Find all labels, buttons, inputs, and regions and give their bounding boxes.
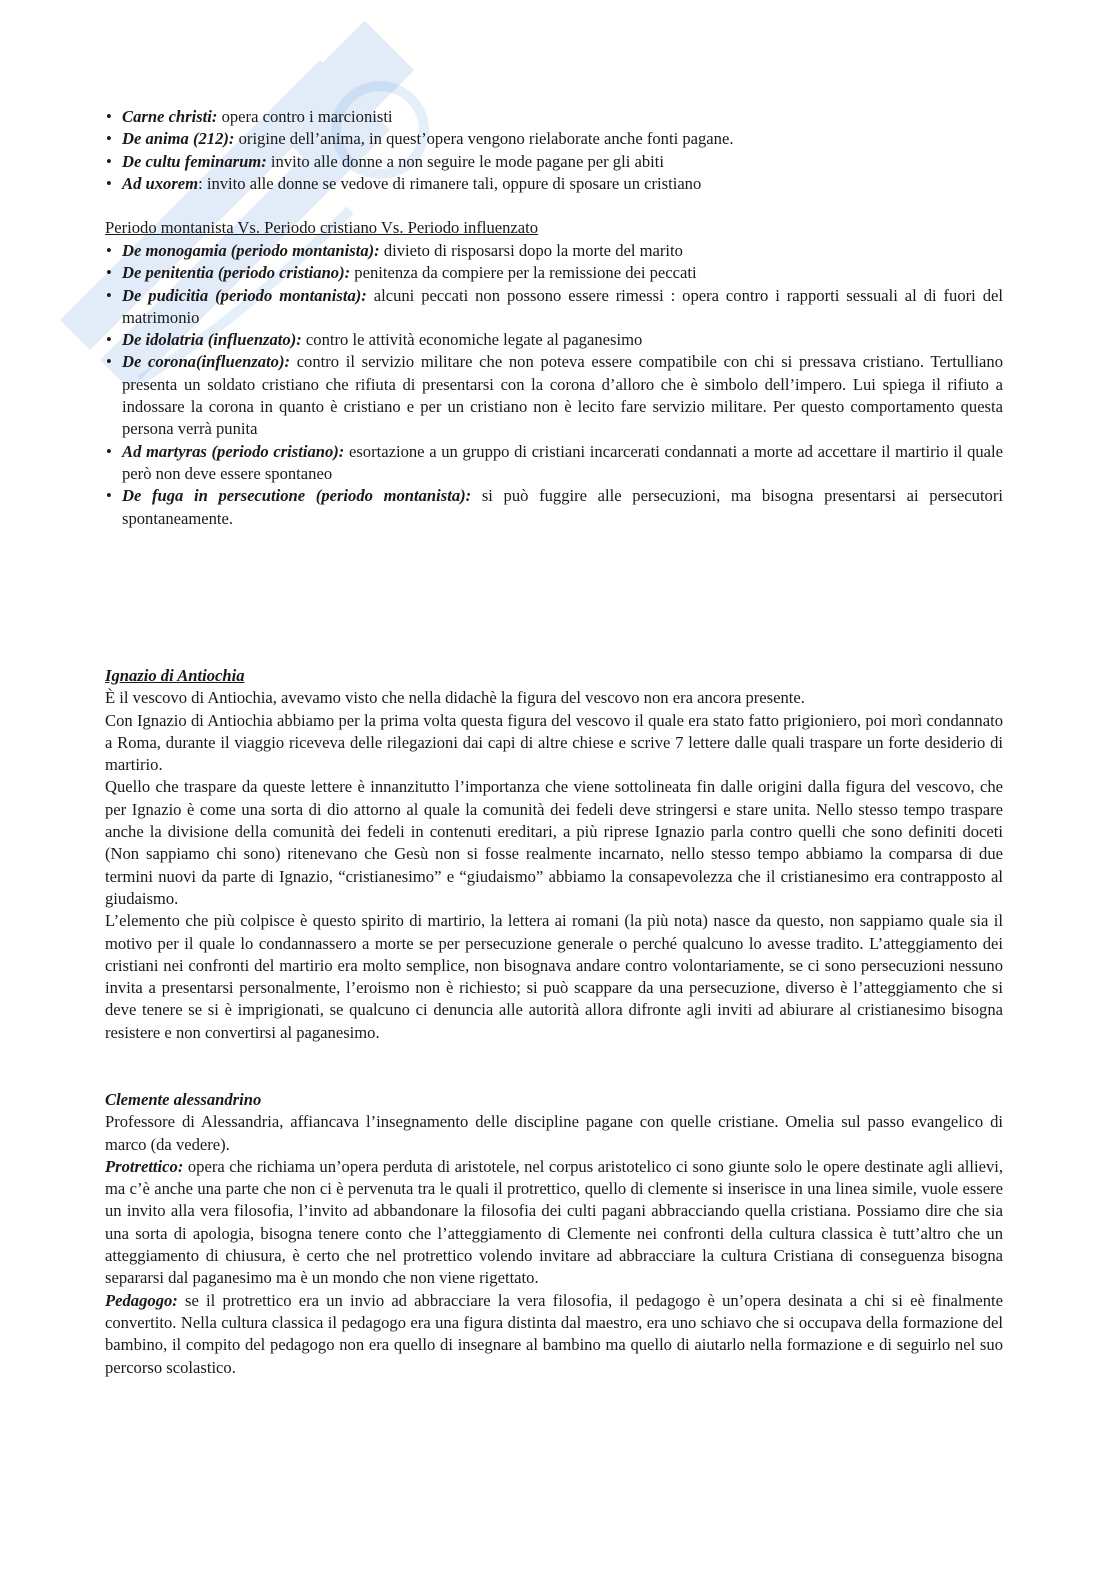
work-title: De anima (212):	[122, 129, 235, 149]
bullet-icon: •	[106, 151, 112, 171]
paragraph-protrettico	[105, 1156, 1003, 1290]
work-description: esortazione a un gruppo di cristiani incarcerati condannati a morte ad accettare il martirio il quale però non deve essere spontaneo	[122, 441, 1004, 483]
bullet-icon: •	[106, 263, 112, 283]
work-description: contro le attività economiche legate al paganesimo	[301, 330, 643, 350]
work-description: : invito alle donne se vedove di rimanere tali, oppure di sposare un cristiano	[198, 173, 702, 193]
list-item	[105, 262, 1003, 284]
work-title: De monogamia (periodo montanista):	[122, 241, 380, 260]
bullet-icon: •	[106, 352, 112, 372]
paragraph-lead: Protrettico:	[105, 1156, 184, 1176]
work-title: Carne christi:	[122, 107, 218, 126]
work-description: divieto di risposarsi dopo la morte del marito	[379, 241, 683, 260]
paragraph: Con Ignazio di Antiochia abbiamo per la prima volta questa figura del vescovo il quale era stato fatto prigioniero, poi morì condannato a Roma, durante il viaggio riceveva delle rilegazioni dai capi di altre chiese e scrive 7 lettere dalle quali traspare un forte desiderio di martirio.	[105, 710, 1003, 775]
list-item	[105, 173, 1003, 195]
list-item	[105, 329, 1003, 351]
section-title: Ignazio di Antiochia	[105, 666, 245, 685]
work-title: De penitentia (periodo cristiano):	[122, 263, 351, 283]
work-description: contro il servizio militare che non poteva essere compatibile con chi si pressava cristiano. Tertulliano presenta un soldato cristiano che rifiuta di presentarsi con la corona d’alloro che è simbolo dell’impero. Lui spiega il rifiuto a indossare la corona in quanto è cristiano e per un cristiano non è lecito fare servizio militare. Per questo comportamento questa persona verrà punita	[122, 352, 1003, 439]
work-title: De idolatria (influenzato):	[122, 330, 302, 350]
bullet-icon: •	[106, 107, 112, 126]
paragraph: Professore di Alessandria, affiancava l’insegnamento delle discipline pagane con quelle cristiane. Omelia sul passo evangelico di marco (da vedere).	[105, 1112, 1003, 1154]
work-description: penitenza da compiere per la remissione dei peccati	[350, 263, 697, 283]
work-title: De corona(influenzato):	[122, 352, 291, 372]
bullet-icon: •	[106, 241, 112, 260]
list-item	[105, 128, 1003, 150]
period-heading: Periodo montanista Vs. Periodo cristiano Vs. Periodo influenzato	[105, 218, 539, 237]
bullet-icon: •	[106, 441, 112, 461]
works-list-general	[105, 106, 1003, 195]
work-title: De cultu feminarum:	[122, 151, 267, 171]
bullet-icon: •	[106, 486, 112, 506]
paragraph-body: se il protrettico era un invio ad abbracciare la vera filosofia, il pedagogo è un’opera desinata a chi si eè finalmente convertito. Nella cultura classica il pedagogo era una figura distinta dal maestro, era uno schiavo che si occupava della formazione del bambino, il compito del pedagogo non era quello di insegnare al bambino ma quello di aiutarlo nella formazione e di seguirlo nel suo percorso scolastico.	[105, 1290, 1003, 1377]
work-title: Ad martyras (periodo cristiano):	[122, 441, 345, 461]
list-item	[105, 351, 1003, 440]
work-title: Ad uxorem	[122, 173, 199, 193]
bullet-icon: •	[106, 285, 112, 305]
bullet-icon: •	[106, 173, 112, 193]
paragraph: Quello che traspare da queste lettere è innanzitutto l’importanza che viene sottolineata fin dalle origini dalla figura del vescovo, che per Ignazio è come una sorta di dio attorno al quale la comunità dei fedeli deve stringersi e stare unita. Nello stesso tempo traspare anche la divisione della comunità dei fedeli in contenuti ereditari, a più riprese Ignazio parla contro quelli che sono definiti doceti (Non sappiamo chi sono) ritenevano che Gesù non si fosse realmente incarnato, nello stesso tempo abbiamo la comparsa di due termini nuovi da parte di Ignazio, “cristianesimo” e “giudaismo” abbiamo la consapevolezza che il cristianesimo era contrapposto al giudaismo.	[105, 777, 1003, 908]
work-description: invito alle donne a non seguire le mode pagane per gli abiti	[266, 151, 664, 171]
list-item	[105, 151, 1003, 173]
list-item	[105, 441, 1003, 486]
paragraph-lead: Pedagogo:	[105, 1290, 178, 1310]
paragraph-pedagogo	[105, 1290, 1003, 1379]
paragraph: È il vescovo di Antiochia, avevamo visto che nella didachè la figura del vescovo non era ancora presente.	[105, 688, 805, 708]
list-item	[105, 240, 1003, 262]
works-list-periods	[105, 240, 1003, 530]
list-item	[105, 106, 1003, 128]
section-clemente	[105, 1089, 1003, 1379]
bullet-icon: •	[106, 330, 112, 350]
section-ignazio	[105, 665, 1003, 1044]
bullet-icon: •	[106, 129, 112, 149]
paragraph: L’elemento che più colpisce è questo spirito di martirio, la lettera ai romani (la più nota) nasce da questo, non sappiamo quale sia il motivo per il quale lo condannassero a morte se per persecuzione generale o perché qualcuno lo avesse tradito. L’atteggiamento dei cristiani nei confronti del martirio era molto semplice, non bisognava andare contro volontariamente, se ci sono persecuzioni nessuno invita a presentarsi personalmente, l’eroismo non è richiesto; si può scappare da una persecuzione, diverso è l’atteggiamento che si deve tenere se si è imprigionati, se qualcuno ci denuncia alle autorità allora difronte agli inviti ad abiurare al cristianesimo bisogna resistere e non convertirsi al paganesimo.	[105, 911, 1003, 1042]
work-description: opera contro i marcionisti	[217, 107, 393, 126]
paragraph-body: opera che richiama un’opera perduta di aristotele, nel corpus aristotelico ci sono giunte solo le opere destinate agli allievi, ma c’è anche una parte che non ci è pervenuta tra le quali il protrettico, quello di clemente si inserisce in una linea simile, vuole essere un invito alla vera filosofia, l’invito ad abbandonare la filosofia dei culti pagani abbracciando quella cristiana. Possiamo dire che sia una sorta di apologia, bisogna tenere conto che l’atteggiamento di Clemente nei confronti della cultura classica è tutt’altro che un atteggiamento di chiusura, è certo che nel protrettico volendo invitare ad abbracciare la cultura Cristiana di conseguenza bisogna separarsi dal paganesimo ma è un mondo che non viene rigettato.	[105, 1156, 1003, 1288]
work-description: origine dell’anima, in quest’opera vengono rielaborate anche fonti pagane.	[234, 129, 734, 149]
work-description: alcuni peccati non possono essere rimessi : opera contro i rapporti sessuali al di fuori del matrimonio	[122, 285, 1003, 327]
list-item	[105, 485, 1003, 530]
work-title: De pudicitia (periodo montanista):	[122, 285, 367, 305]
section-title: Clemente alessandrino	[105, 1090, 262, 1109]
work-description: si può fuggire alle persecuzioni, ma bisogna presentarsi ai persecutori spontaneamente.	[122, 486, 1003, 528]
work-title: De fuga in persecutione (periodo montanista):	[122, 486, 472, 506]
list-item	[105, 285, 1003, 330]
